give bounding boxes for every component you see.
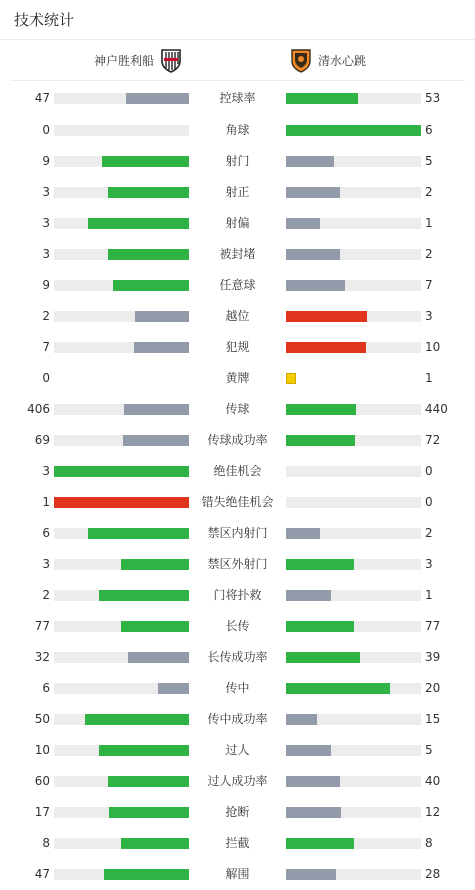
stat-row: [0, 146, 475, 177]
away-stat-bar: [286, 559, 421, 570]
home-stat-value: 6: [42, 681, 50, 695]
home-stat-value: 7: [42, 340, 50, 354]
stat-label: 过人: [225, 743, 250, 757]
home-stat-bar-fill: [109, 807, 189, 818]
away-stat-value: 77: [425, 619, 441, 633]
stat-row: [0, 81, 475, 115]
home-stat-bar-fill: [102, 156, 189, 167]
home-stat-bar-fill: [99, 590, 189, 601]
away-stat-bar: [286, 125, 421, 136]
home-stat-value: 17: [34, 805, 50, 819]
home-stat-bar-fill: [128, 652, 189, 663]
stat-row: [0, 735, 475, 766]
home-stat-bar-fill: [85, 714, 189, 725]
away-stat-bar-fill: [286, 187, 340, 198]
home-stat-bar: [54, 714, 189, 725]
away-stat-bar-fill: [286, 776, 340, 787]
home-stat-bar-fill: [108, 776, 189, 787]
away-stat-bar-fill: [286, 280, 345, 291]
home-stat-bar-fill: [123, 435, 189, 446]
home-stat-bar: [54, 280, 189, 291]
away-stat-value: 3: [425, 309, 433, 323]
away-stat-bar-fill: [286, 125, 421, 136]
home-stat-bar: [54, 559, 189, 570]
home-stat-bar-fill: [104, 869, 189, 880]
stat-row: [0, 611, 475, 642]
home-stat-bar: [54, 93, 189, 104]
home-stat-bar: [54, 435, 189, 446]
stat-row: [0, 704, 475, 735]
team-header: [10, 40, 465, 81]
home-stat-bar: [54, 745, 189, 756]
home-stat-bar-fill: [113, 280, 189, 291]
home-stat-value: 406: [27, 402, 50, 416]
away-stat-bar: [286, 776, 421, 787]
away-team[interactable]: [290, 40, 366, 80]
stat-label: 拦截: [225, 836, 250, 850]
stat-row: [0, 115, 475, 146]
home-stat-bar-fill: [121, 559, 189, 570]
away-stat-bar-fill: [286, 218, 320, 229]
stat-label: 绝佳机会: [213, 464, 262, 478]
stat-row: [0, 394, 475, 425]
away-stat-value: 5: [425, 154, 433, 168]
stat-label: 传球成功率: [207, 433, 268, 447]
away-stat-bar-fill: [286, 590, 331, 601]
home-stat-value: 60: [34, 774, 50, 788]
stat-row: [0, 363, 475, 394]
away-stat-bar-fill: [286, 342, 366, 353]
home-stat-bar: [54, 838, 189, 849]
away-stat-value: 5: [425, 743, 433, 757]
home-stat-value: 0: [42, 371, 50, 385]
stat-label: 长传: [225, 619, 250, 633]
stat-row: [0, 673, 475, 704]
away-stat-bar: [286, 838, 421, 849]
home-stat-value: 2: [42, 309, 50, 323]
away-stat-bar-fill: [286, 435, 355, 446]
stat-label: 解围: [225, 867, 250, 881]
home-stat-value: 77: [34, 619, 50, 633]
away-stat-bar: [286, 652, 421, 663]
home-stat-value: 6: [42, 526, 50, 540]
home-stat-value: 3: [42, 557, 50, 571]
stat-row: [0, 208, 475, 239]
stat-label: 越位: [225, 309, 250, 323]
home-stat-bar: [54, 590, 189, 601]
away-stat-value: 3: [425, 557, 433, 571]
away-stat-bar: [286, 745, 421, 756]
home-stat-value: 9: [42, 154, 50, 168]
away-stat-bar-fill: [286, 807, 341, 818]
stat-row: [0, 549, 475, 580]
stat-label: 长传成功率: [207, 650, 268, 664]
home-stat-bar: [54, 807, 189, 818]
stat-label: 禁区内射门: [207, 526, 268, 540]
stat-label: 射门: [225, 154, 250, 168]
home-stat-bar: [54, 528, 189, 539]
stat-row: [0, 797, 475, 828]
away-stat-bar-fill: [286, 156, 334, 167]
away-stat-value: 7: [425, 278, 433, 292]
away-stat-bar-fill: [286, 249, 340, 260]
stat-row: [0, 580, 475, 611]
home-stat-value: 3: [42, 247, 50, 261]
stat-label: 抢断: [225, 805, 250, 819]
home-stat-bar-fill: [54, 466, 189, 477]
stat-label: 射正: [225, 185, 250, 199]
home-stat-bar: [54, 621, 189, 632]
stat-label: 门将扑救: [213, 588, 262, 602]
home-stat-bar-fill: [99, 745, 189, 756]
away-stat-bar: [286, 466, 421, 477]
home-stat-value: 50: [34, 712, 50, 726]
away-stat-bar: [286, 869, 421, 880]
stat-row: [0, 828, 475, 859]
home-stat-bar: [54, 404, 189, 415]
home-stat-value: 2: [42, 588, 50, 602]
away-stat-value: 53: [425, 91, 441, 105]
away-stat-bar: [286, 435, 421, 446]
home-stat-bar: [54, 683, 189, 694]
home-team-name: 神户胜利船: [93, 53, 154, 68]
away-stat-bar-fill: [286, 93, 358, 104]
stat-label: 犯规: [225, 340, 250, 354]
away-stat-value: 0: [425, 464, 433, 478]
stat-row: [0, 766, 475, 797]
away-stat-bar-fill: [286, 404, 356, 415]
stat-label: 任意球: [219, 278, 256, 292]
home-stat-value: 47: [34, 91, 50, 105]
away-stat-bar-fill: [286, 559, 354, 570]
stat-row: [0, 642, 475, 673]
home-stat-bar-fill: [108, 249, 189, 260]
away-stat-value: 39: [425, 650, 441, 664]
home-stat-value: 3: [42, 216, 50, 230]
stat-label: 射偏: [225, 216, 250, 230]
home-stat-value: 9: [42, 278, 50, 292]
away-stat-bar: [286, 218, 421, 229]
away-stat-value: 6: [425, 123, 433, 137]
away-stat-value: 0: [425, 495, 433, 509]
home-stat-value: 3: [42, 185, 50, 199]
away-stat-value: 2: [425, 526, 433, 540]
away-stat-bar: [286, 404, 421, 415]
away-stat-bar: [286, 311, 421, 322]
stat-label: 传中成功率: [207, 712, 268, 726]
stat-row: [0, 332, 475, 363]
yellow-card-icon: [286, 373, 296, 384]
away-stat-bar: [286, 249, 421, 260]
home-stat-bar: [54, 156, 189, 167]
away-stat-value: 10: [425, 340, 441, 354]
stat-label: 传球: [225, 402, 250, 416]
away-stat-value: 72: [425, 433, 441, 447]
home-stat-bar-fill: [54, 497, 189, 508]
home-stat-value: 1: [42, 495, 50, 509]
stat-row: [0, 270, 475, 301]
away-stat-bar: [286, 807, 421, 818]
away-stat-value: 20: [425, 681, 441, 695]
away-stat-bar: [286, 621, 421, 632]
home-stat-value: 3: [42, 464, 50, 478]
home-stat-bar: [54, 311, 189, 322]
stat-row: [0, 301, 475, 332]
home-stat-bar-fill: [88, 528, 189, 539]
away-stat-value: 1: [425, 588, 433, 602]
home-stat-bar: [54, 869, 189, 880]
home-stat-value: 32: [34, 650, 50, 664]
home-stat-bar-fill: [124, 404, 189, 415]
home-stat-bar-fill: [88, 218, 189, 229]
home-stat-value: 0: [42, 123, 50, 137]
away-stat-value: 1: [425, 216, 433, 230]
away-stat-value: 40: [425, 774, 441, 788]
home-stat-bar: [54, 187, 189, 198]
stat-label: 角球: [225, 123, 250, 137]
away-stat-value: 28: [425, 867, 441, 881]
home-stat-bar-fill: [121, 838, 189, 849]
away-stat-bar: [286, 187, 421, 198]
away-stat-value: 12: [425, 805, 441, 819]
home-stat-bar-fill: [135, 311, 189, 322]
away-stat-bar: [286, 93, 421, 104]
home-team-logo-icon: [160, 47, 182, 73]
stat-row: [0, 177, 475, 208]
home-team[interactable]: [94, 40, 182, 80]
away-stat-value: 2: [425, 185, 433, 199]
away-stat-bar-fill: [286, 838, 354, 849]
stat-label: 过人成功率: [207, 774, 268, 788]
home-stat-value: 10: [34, 743, 50, 757]
away-stat-bar: [286, 280, 421, 291]
stat-row: [0, 518, 475, 549]
away-stat-value: 1: [425, 371, 433, 385]
away-stat-bar-fill: [286, 311, 367, 322]
stat-row: [0, 425, 475, 456]
away-stat-bar-fill: [286, 869, 336, 880]
home-stat-bar-fill: [121, 621, 189, 632]
stat-label: 禁区外射门: [207, 557, 268, 571]
away-stat-bar-fill: [286, 745, 331, 756]
away-stat-bar-fill: [286, 652, 360, 663]
home-stat-bar-fill: [126, 93, 189, 104]
away-team-logo-icon: [290, 47, 312, 73]
home-stat-bar: [54, 466, 189, 477]
away-stat-bar-fill: [286, 528, 320, 539]
home-stat-bar: [54, 497, 189, 508]
stat-row: [0, 239, 475, 270]
home-stat-value: 69: [34, 433, 50, 447]
home-stat-value: 47: [34, 867, 50, 881]
away-stat-bar: [286, 590, 421, 601]
away-stat-bar: [286, 497, 421, 508]
home-stat-bar: [54, 776, 189, 787]
away-stat-value: 440: [425, 402, 448, 416]
page-title: 技术统计: [14, 11, 75, 29]
stat-label: 错失绝佳机会: [201, 495, 274, 509]
home-stat-bar-fill: [134, 342, 189, 353]
home-stat-bar: [54, 249, 189, 260]
stat-row: [0, 456, 475, 487]
home-stat-bar: [54, 218, 189, 229]
away-stat-bar: [286, 342, 421, 353]
stat-label: 传中: [225, 681, 250, 695]
away-stat-value: 15: [425, 712, 441, 726]
stat-row: [0, 487, 475, 518]
stat-label: 控球率: [219, 91, 256, 105]
away-stat-bar: [286, 714, 421, 725]
stat-row: [0, 859, 475, 890]
home-stat-bar-fill: [158, 683, 189, 694]
away-stat-bar-fill: [286, 621, 354, 632]
home-stat-bar-fill: [108, 187, 189, 198]
away-stat-bar-fill: [286, 714, 317, 725]
stats-list: [0, 81, 475, 890]
away-stat-bar: [286, 683, 421, 694]
away-team-name: 清水心跳: [318, 53, 367, 68]
home-stat-bar: [54, 125, 189, 136]
page-header: [0, 0, 475, 40]
away-stat-bar: [286, 528, 421, 539]
home-stat-bar: [54, 652, 189, 663]
home-stat-value: 8: [42, 836, 50, 850]
away-stat-value: 2: [425, 247, 433, 261]
stat-label: 被封堵: [219, 247, 256, 261]
away-stat-bar-fill: [286, 683, 390, 694]
away-stat-value: 8: [425, 836, 433, 850]
stat-label: 黄牌: [225, 371, 250, 385]
away-stat-bar: [286, 156, 421, 167]
home-stat-bar: [54, 342, 189, 353]
